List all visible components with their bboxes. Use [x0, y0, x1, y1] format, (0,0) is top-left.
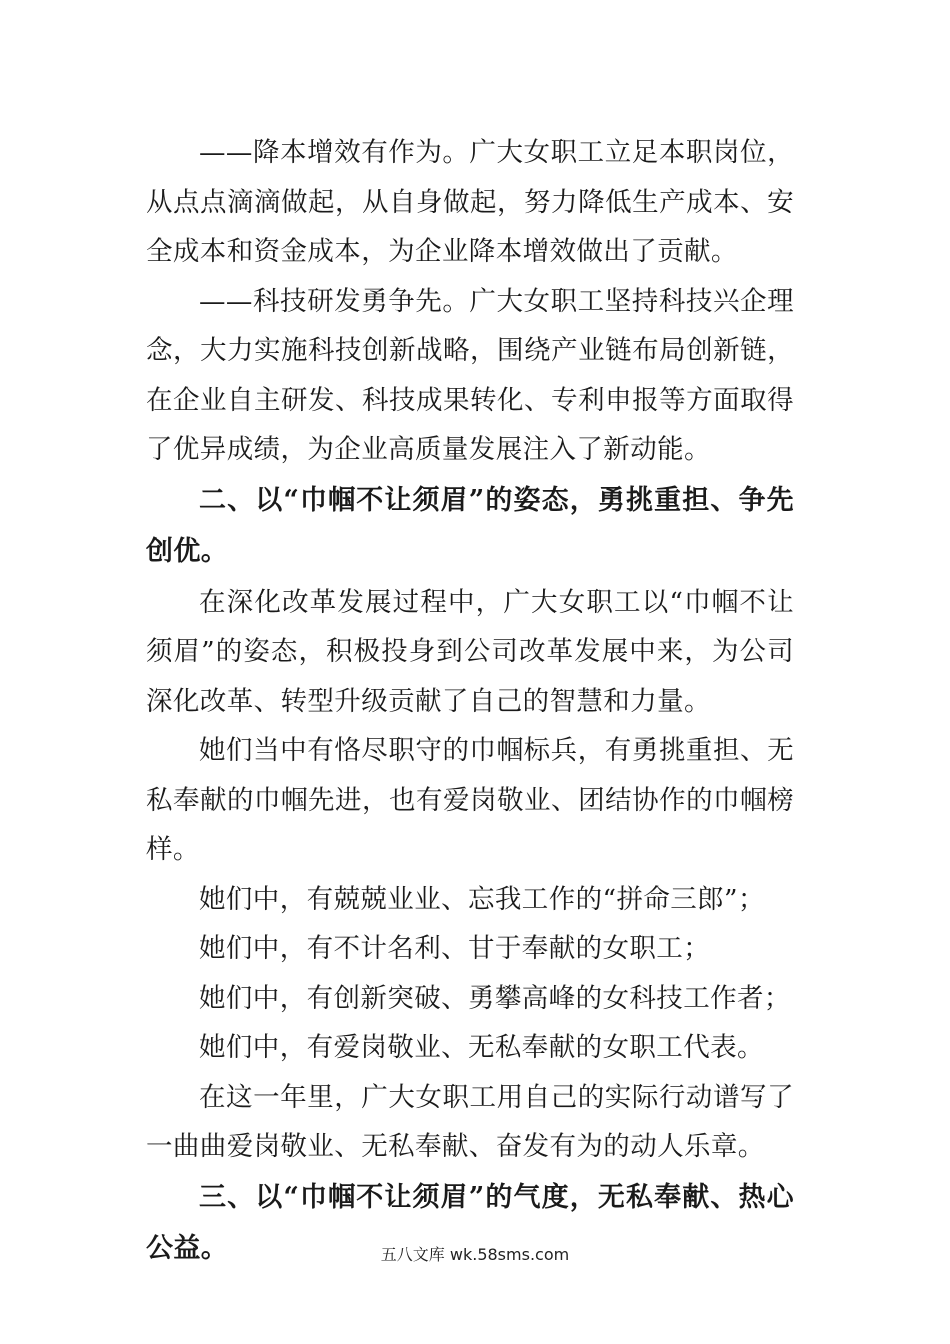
section-heading-3: 三、以“巾帼不让须眉”的气度，无私奉献、热心公益。	[146, 1181, 794, 1264]
paragraph-year-summary: 在这一年里，广大女职工用自己的实际行动谱写了一曲曲爱岗敬业、无私奉献、奋发有为的动人乐章。	[146, 1081, 794, 1162]
paragraph-list-item: 她们中，有不计名利、甘于奉献的女职工；	[199, 933, 711, 964]
paragraph-reform: 在深化改革发展过程中，广大女职工以“巾帼不让须眉”的姿态，积极投身到公司改革发展中来，为公司深化改革、转型升级贡献了自己的智慧和力量。	[146, 586, 794, 717]
paragraph-role-models: 她们当中有恪尽职守的巾帼标兵，有勇挑重担、无私奉献的巾帼先进，也有爱岗敬业、团结协作的巾帼榜样。	[146, 735, 794, 865]
footer-watermark: 五八文库 wk.58sms.com	[380, 1245, 570, 1264]
paragraph-tech-rd: ——科技研发勇争先。广大女职工坚持科技兴企理念，大力实施科技创新战略，围绕产业链布局创新链，在企业自主研发、科技成果转化、专利申报等方面取得了优异成绩，为企业高质量发展注入了新动能。	[146, 285, 794, 465]
paragraph-cost-reduction: ——降本增效有作为。广大女职工立足本职岗位，从点点滴滴做起，从自身做起，努力降低生产成本、安全成本和资金成本，为企业降本增效做出了贡献。	[146, 137, 794, 267]
paragraph-list-item: 她们中，有兢兢业业、忘我工作的“拼命三郎”；	[199, 883, 765, 915]
paragraph-list-item: 她们中，有爱岗敬业、无私奉献的女职工代表。	[199, 1032, 764, 1063]
section-heading-2: 二、以“巾帼不让须眉”的姿态，勇挑重担、争先创优。	[146, 484, 794, 567]
paragraph-list-item: 她们中，有创新突破、勇攀高峰的女科技工作者；	[199, 982, 791, 1014]
document-body	[146, 128, 794, 1275]
